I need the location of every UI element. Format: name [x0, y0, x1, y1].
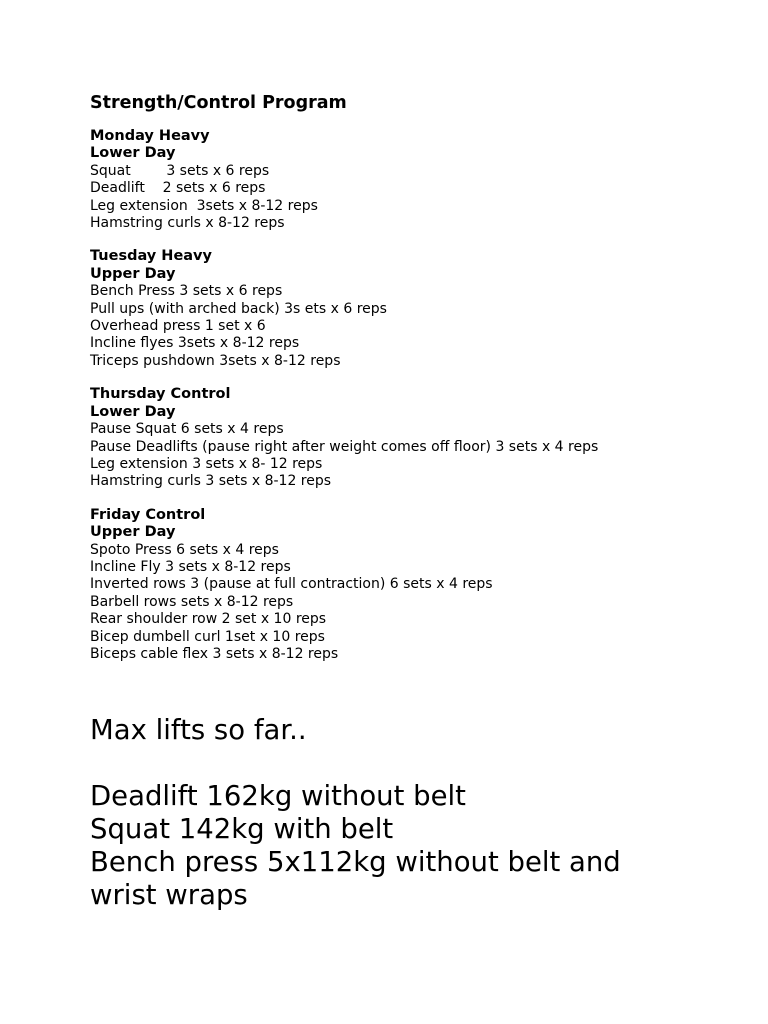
- exercise-line: Pause Squat 6 sets x 4 reps: [90, 421, 284, 438]
- max-lift-line: Bench press 5x112kg without belt and: [90, 846, 621, 878]
- section-type: Upper Day: [90, 524, 176, 541]
- exercise-line: Bench Press 3 sets x 6 reps: [90, 283, 283, 300]
- exercise-line: Incline flyes 3sets x 8-12 reps: [90, 335, 300, 352]
- exercise-line: Spoto Press 6 sets x 4 reps: [90, 541, 279, 558]
- exercise-line: Hamstring curls x 8-12 reps: [90, 215, 285, 232]
- exercise-line: Barbell rows sets x 8-12 reps: [90, 593, 294, 610]
- max-lift-line: Deadlift 162kg without belt: [90, 780, 466, 812]
- exercise-line: Leg extension 3sets x 8-12 reps: [90, 197, 318, 214]
- exercise-line: Incline Fly 3 sets x 8-12 reps: [90, 558, 291, 575]
- section-friday: [90, 507, 730, 664]
- exercise-line: Bicep dumbell curl 1set x 10 reps: [90, 628, 325, 645]
- exercise-line: Hamstring curls 3 sets x 8-12 reps: [90, 473, 332, 490]
- exercise-line: Squat 3 sets x 6 reps: [90, 162, 270, 179]
- max-lifts-block: [90, 714, 730, 912]
- section-thursday: [90, 386, 730, 490]
- exercise-line: Pause Deadlifts (pause right after weight comes off floor) 3 sets x 4 reps: [90, 438, 599, 455]
- max-lifts-title: Max lifts so far..: [90, 714, 307, 746]
- section-monday: [90, 128, 730, 232]
- section-day: Friday Control: [90, 506, 206, 523]
- exercise-line: Leg extension 3 sets x 8- 12 reps: [90, 455, 323, 472]
- exercise-line: Inverted rows 3 (pause at full contraction) 6 sets x 4 reps: [90, 576, 493, 593]
- max-lift-line: wrist wraps: [90, 879, 248, 911]
- section-type: Lower Day: [90, 145, 176, 162]
- exercise-line: Pull ups (with arched back) 3s ets x 6 reps: [90, 300, 387, 317]
- exercise-line: Overhead press 1 set x 6: [90, 318, 266, 335]
- exercise-line: Triceps pushdown 3sets x 8-12 reps: [90, 352, 341, 369]
- section-day: Thursday Control: [90, 386, 231, 403]
- exercise-line: Deadlift 2 sets x 6 reps: [90, 180, 266, 197]
- program-document: [90, 91, 730, 679]
- section-type: Upper Day: [90, 265, 176, 282]
- exercise-line: Rear shoulder row 2 set x 10 reps: [90, 611, 327, 628]
- section-tuesday: [90, 248, 730, 370]
- exercise-line: Biceps cable flex 3 sets x 8-12 reps: [90, 645, 339, 662]
- section-type: Lower Day: [90, 403, 176, 420]
- document-title: Strength/Control Program: [90, 93, 347, 113]
- max-lift-line: Squat 142kg with belt: [90, 813, 394, 845]
- section-day: Tuesday Heavy: [90, 248, 212, 265]
- section-day: Monday Heavy: [90, 128, 210, 144]
